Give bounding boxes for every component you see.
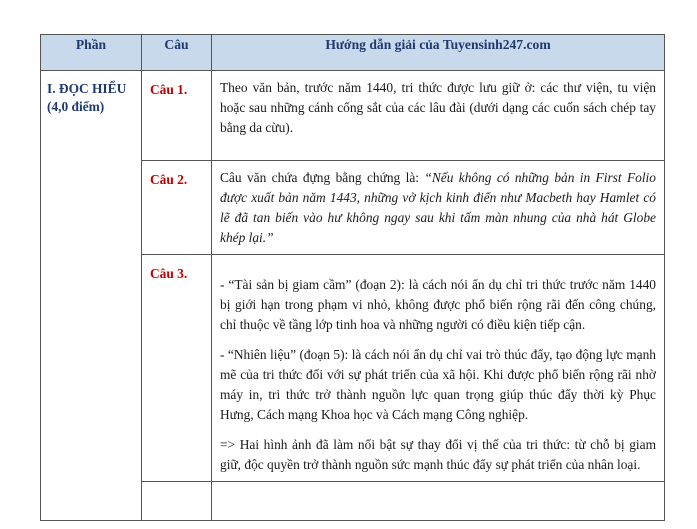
answer-2 <box>212 161 665 255</box>
table-header-row <box>41 35 665 71</box>
answer-3-paragraph-2: - “Nhiên liệu” (đoạn 5): là cách nói ẩn dụ chỉ vai trò thúc đẩy, tạo động lực mạnh mẽ của tri thức đối với sự phát triển của xã hội. Khi được phổ biến rộng rãi nhờ máy in, tri thức trở thành nguồn lực quan trọng giúp thúc đẩy thời kỳ Phục Hưng, Cách mạng Khoa học và Cách mạng Công nghiệp. <box>220 347 656 422</box>
table-row <box>41 71 665 161</box>
answer-2-prefix: Câu văn chứa đựng bằng chứng là: <box>220 170 425 185</box>
answer-3-paragraph-1: - “Tài sản bị giam cầm” (đoạn 2): là cách nói ẩn dụ chỉ tri thức trước năm 1440 bị giới hạn trong phạm vi nhỏ, không được phổ biến rộng rãi đến công chúng, chỉ thuộc về tầng lớp tinh hoa và những người có điều kiện tiếp cận. <box>220 277 656 332</box>
question-label-4 <box>142 482 212 521</box>
section-score: (4,0 điểm) <box>47 99 105 114</box>
answer-3 <box>212 255 665 482</box>
answer-table <box>40 34 665 521</box>
section-title: I. ĐỌC HIỂU <box>47 81 127 96</box>
answer-1-text: Theo văn bản, trước năm 1440, tri thức được lưu giữ ở: các thư viện, tu viện hoặc sau những cánh cổng sắt của các lâu đài (dưới dạng các cuốn sách chép tay bằng da cừu). <box>220 80 656 135</box>
answer-1 <box>212 71 665 161</box>
header-part: Phần <box>41 35 142 71</box>
answer-3-paragraph-3: => Hai hình ảnh đã làm nổi bật sự thay đổi vị thế của tri thức: từ chỗ bị giam giữ, độc quyền trở thành nguồn sức mạnh thúc đẩy sự phát triển của nhân loại. <box>220 437 656 472</box>
section-cell <box>41 71 142 521</box>
question-label-1: Câu 1. <box>142 71 212 161</box>
header-question: Câu <box>142 35 212 71</box>
question-label-2: Câu 2. <box>142 161 212 255</box>
question-label-3: Câu 3. <box>142 255 212 482</box>
answer-4 <box>212 482 665 521</box>
header-guide: Hướng dẫn giải của Tuyensinh247.com <box>212 35 665 71</box>
answer-2-quote: “Nếu không có những bản in First Folio được xuất bản năm 1443, những vở kịch kinh điển như Macbeth hay Hamlet có lẽ đã tan biến vào hư không ngay sau khi tấm màn nhung của nhà hát Globe khép lại.” <box>220 170 656 245</box>
